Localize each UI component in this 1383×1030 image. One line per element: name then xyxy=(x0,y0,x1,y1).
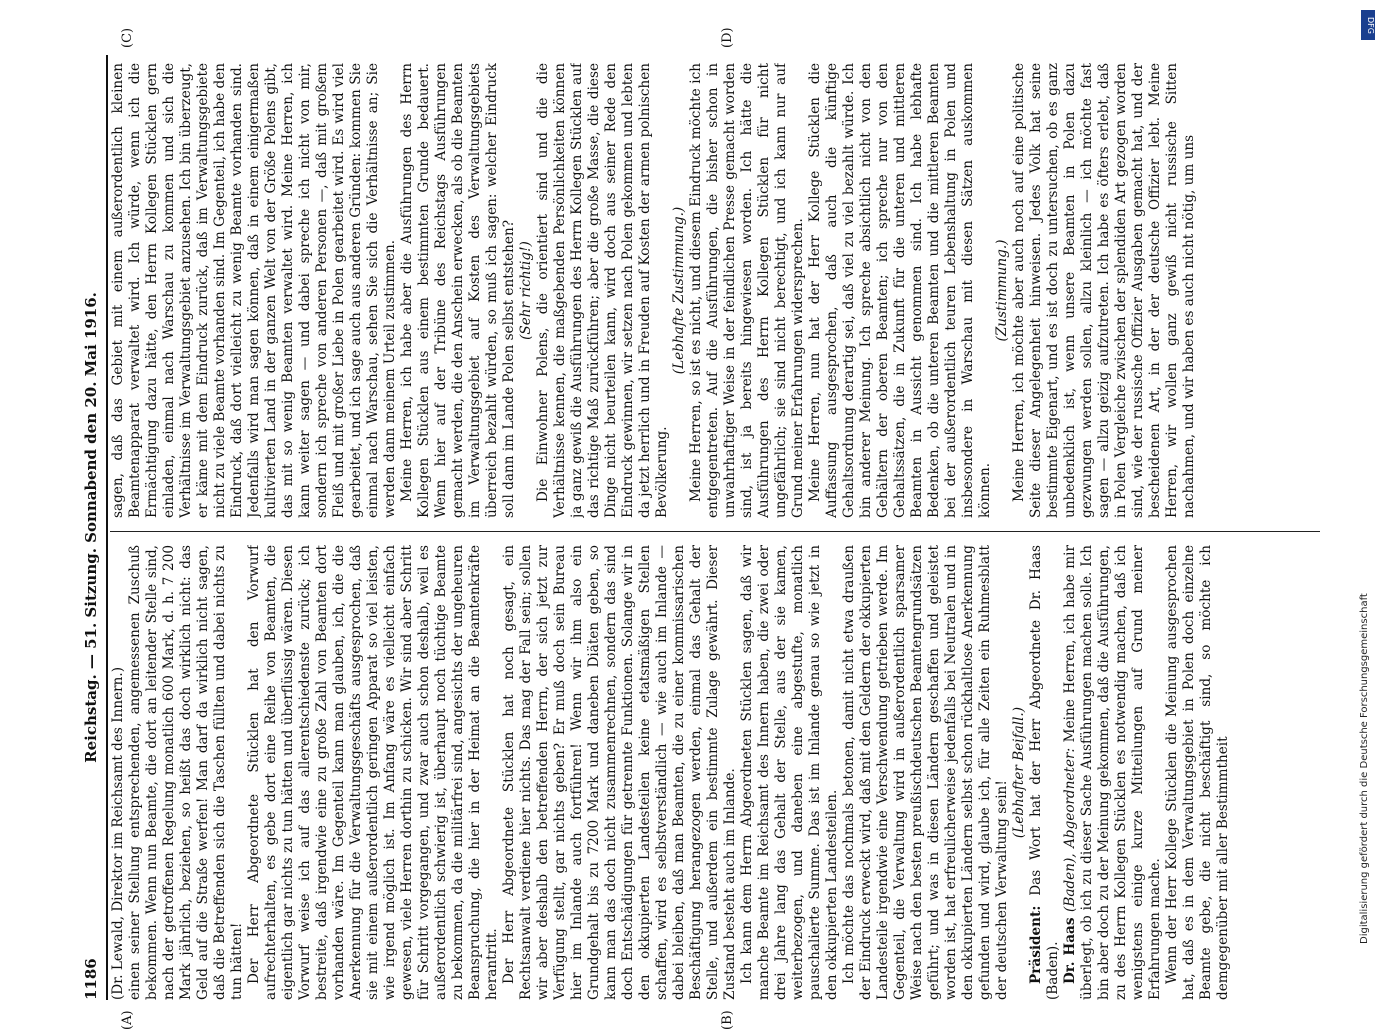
paragraph: sagen, daß das Gebiet mit einem außerordentlich kleinen Beamtenapparat verwaltet wird. Ich würde, wenn ich die Ermächtigung dazu hätte, den Herrn Kollegen Stücklen gern einladen, einmal nach Warschau zu kommen und sich die Verhältnisse im Verwaltungsgebiet anzusehen. Ich bin überzeugt, er käme mit dem Eindruck zurück, daß im Verwaltungsgebiete nicht zu viele Beamte vorhanden sind. Im Gegenteil, ich habe den Eindruck, daß dort vielleicht zu wenig Beamte vorhanden sind. Jedenfalls wird man sagen können, daß in einem einigermaßen kultivierten Land in der ganzen Welt von der Größe Polens gibt, das mit so wenig Beamten verwaltet wird. Meine Herren, ich kann weiter sagen — und dabei spreche ich nicht von mir, sondern ich spreche von anderen Personen —, daß mit großem Fleiß und mit großer Liebe in Polen gearbeitet wird. Es wird viel gearbeitet, und ich sage auch aus anderen Gründen: kommen Sie einmal nach Warschau, sehen Sie sich die Verhältnisse an; Sie werden dann meinem Urteil zustimmen. xyxy=(110,63,398,518)
paragraph: Meine Herren, so ist es nicht, und diesem Eindruck möchte ich entgegentreten. Auf die Ausführungen, die bisher schon in unwahrhaftiger Weise in der feindlichen Presse gemacht worden sind, ist ja bereits hingewiesen worden. Ich hätte die Ausführungen des Herrn Kollegen Stücklen für nicht ungefährlich; sie sind nicht berechtigt, und ich kann nur auf Grund meiner Erfahrungen widersprechen. xyxy=(688,63,806,518)
paragraph: Meine Herren, ich habe aber die Ausführungen des Herrn Kollegen Stücklen aus einem bestimmten Grunde bedauert. Wenn hier auf der Tribüne des Reichstags Ausführungen gemacht werden, die den Anschein erwecken, als ob die Beamten im Verwaltungsgebiet auf Kosten des Verwaltungsgebiets überreich bezahlt würden, so muß ich sagen: welcher Eindruck soll dann im Lande Polen selbst entstehen? xyxy=(399,63,517,518)
president-label: Präsident: xyxy=(1028,905,1044,984)
speaker-name: Dr. Haas xyxy=(1062,917,1078,984)
paragraph: Die Einwohner Polens, die orientiert sind und die die Verhältnisse kennen, die maßgebenden Persönlichkeiten können ja ganz gewiß die Ausführungen des Herrn Kollegen Stücklen auf das richtige Maß zurückführen; aber die große Masse, die diese Dinge nicht beurteilen kann, wird doch aus seiner Rede den Eindruck gewinnen, wir setzen nach Polen gekommen und lebten da jetzt herrlich und in Freuden auf Kosten der armen polnischen Bevölkerung. xyxy=(535,63,670,518)
header-rule xyxy=(106,55,108,1000)
interjection: (Sehr richtig!) xyxy=(518,241,534,340)
page-header xyxy=(82,55,106,1000)
margin-marker-b: (B) xyxy=(720,1010,735,1030)
paragraph: einen seiner Stellung entsprechenden, angemessenen Zuschuß bekommen. Wenn nun Beamte, die dort an leitender Stelle sind, nach der getroffenen Regelung monatlich 600 Mark, d. h. 7 200 Mark jährlich, beziehen, so heißt das doch wirklich nicht: das Geld auf die Straße werfen! Man darf da wirklich nicht sagen, daß die Betreffenden sich die Taschen füllten und dabei nichts zu tun hätten! xyxy=(127,545,245,1000)
margin-marker-c: (C) xyxy=(120,27,135,48)
interjection: (Lebhafte Zustimmung.) xyxy=(671,206,687,375)
paragraph: Ich kann dem Herrn Abgeordneten Stücklen sagen, daß wir manche Beamte im Reichsamt des Innern haben, die zwei oder drei Jahre lang das Gehalt der Stelle, aus der sie kamen, weiterbezogen, und daneben eine abgestufte, monatlich pauschalierte Summe. Das ist im Inlande genau so wie jetzt in den okkupierten Landesteilen. xyxy=(739,545,840,1000)
speaker-role: (Baden), Abgeordneter: xyxy=(1062,747,1078,912)
president-statement xyxy=(1028,545,1062,1000)
page-number: 1186 xyxy=(82,958,100,1000)
page-title: Reichstag. — 51. Sitzung. Sonnabend den 20. Mai 1916. xyxy=(82,292,100,763)
rotated-newspaper-page xyxy=(80,27,1330,1030)
paragraph: Meine Herren, ich möchte aber auch noch auf eine politische Seite dieser Angelegenheit hinweisen. Jedes Volk hat seine bestimmte Eigenart, und es ist doch zu untersuchen, ob es ganz unbedenklich ist, wenn unsere Beamten in Polen dazu gezwungen werden sollen, allzu kleinlich — ich möchte fast sagen — allzu geizig aufzutreten. Ich habe es öfters erlebt, daß in Polen Vergleiche zwischen der splendiden Art gezogen worden sind, wie der russische Offizier Ausgaben gemacht hat, und der bescheidenen Art, in der der deutsche Offizier lebt. Meine Herren, wir wollen ganz gewiß nicht russische Sitten nachahmen, und wir haben es auch nicht nötig, um uns xyxy=(1011,63,1197,518)
paragraph: Der Herr Abgeordnete Stücklen hat noch gesagt, ein Rechtsanwalt verdiene hier nichts. Das mag der Fall sein; sollen wir aber deshalb den betreffenden Herrn, der sich jetzt zur Verfügung stellt, gar nichts geben? Er muß doch sein Bureau hier im Inlande auch fortführen! Wenn wir ihm also ein Grundgehalt bis zu 7200 Mark und daneben Diäten geben, so kann man das doch nicht zusammenrechnen, sondern das sind doch Entschädigungen für getrennte Funktionen. Solange wir in den okkupierten Landesteilen keine etatsmäßigen Stellen schaffen, wird es selbstverständlich — wie auch im Inlande — dabei bleiben, daß man Beamten, die zu einer kommissarischen Beschäftigung herangezogen werden, einmal das Gehalt der Stelle, und außerdem ein bestimmte Zulage gewährt. Dieser Zustand besteht auch im Inlande. xyxy=(501,545,738,1000)
paragraph: Meine Herren, nun hat der Herr Kollege Stücklen die Auffassung ausgesprochen, daß auch die künftige Gehaltsordnung derartig sei, daß viel zu viel bezahlt würde. Ich bin anderer Meinung. Ich spreche absichtlich nicht von den Gehältern der oberen Beamten; ich spreche nur von den Gehaltssätzen, die in Zukunft für die unteren und mittleren Beamten in Aussicht genommen sind. Ich habe lebhafte Bedenken, ob die unteren Beamten und die mittleren Beamten bei der außerordentlich teuren Lebenshaltung in Polen und insbesondere in Warschau mit diesen Sätzen auskommen können. xyxy=(807,63,993,518)
speaker-statement xyxy=(1062,545,1164,1000)
paragraph: Wenn der Herr Kollege Stücklen die Meinung ausgesprochen hat, daß es in dem Verwaltungsgebiet in Polen doch einzelne Beamte gebe, die nicht beschäftigt sind, so möchte ich demgegenüber mit aller Bestimmtheit xyxy=(1164,545,1231,1000)
paragraph: Der Herr Abgeordnete Stücklen hat den Vorwurf aufrechterhalten, es gebe dort eine Reihe von Beamten, die eigentlich gar nichts zu tun hätten und überflüssig wären. Diesen Vorwurf weise ich auf das allerentschiedenste zurück; ich bestreite, daß irgendwie eine zu große Zahl von Beamten dort vorhanden wäre. Im Gegenteil kann man glauben, ich, die die Anerkennung für die Verwaltungsgeschäfts ausgesprochen, daß sie mit einem außerordentlich geringen Apparat so viel leisten, wie irgend möglich ist. Im Anfang wäre es vielleicht einfach gewesen, viele Herren dorthin zu schicken. Wir sind aber Schritt für Schritt vorgegangen, und zwar auch schon deshalb, weil es außerordentlich schwierig ist, überhaupt noch tüchtige Beamte zu bekommen, da die militärfrei sind, angesichts der ungeheuren Beanspruchung, die hier in der Heimat an die Beamtenkräfte herantritt. xyxy=(246,545,500,1000)
digitization-credit: Digitalisierung gefördert durch die Deutsche Forschungsgemeinschaft xyxy=(1359,593,1370,944)
left-column xyxy=(110,545,1320,1000)
speaker-note: (Dr. Lewald, Direktor im Reichsamt des Innern.) xyxy=(110,667,126,1000)
president-text: Das Wort hat der Herr Abgeordnete Dr. Haas (Baden). xyxy=(1028,545,1061,1000)
margin-marker-d: (D) xyxy=(720,27,735,48)
interjection: (Zustimmung.) xyxy=(994,239,1010,342)
column-divider xyxy=(110,531,1320,532)
dfg-logo: DFG xyxy=(1361,10,1375,40)
right-column xyxy=(110,63,1320,518)
speaker-text: Meine Herren, ich habe mir überlegt, ob ich zu dieser Sache Ausführungen machen solle. Ich bin aber doch zu der Meinung gekommen, daß die Ausführungen, zu des Herrn Kollegen Stücklen es notwendig machen, daß ich wenigstens einige kurze Mitteilungen auf Grund meiner Erfahrungen mache. xyxy=(1062,545,1163,1000)
applause-note: (Lebhafter Beifall.) xyxy=(1011,706,1027,839)
margin-marker-a: (A) xyxy=(120,1010,135,1030)
paragraph: Ich möchte das nochmals betonen, damit nicht etwa draußen der Eindruck erweckt wird, daß mit den Geldern der okkupierten Landesteile irgendwie eine Verschwendung getrieben werde. Im Gegenteil, die Verwaltung wird in außerordentlich sparsamer Weise nach den besten preußischdeutschen Beamtengrundsätzen geführt; und was in diesen Ländern geschaffen und geleistet worden ist, hat erfreulicherweise jedenfalls bei Neutralen und in den okkupierten Ländern selbst schon rückhaltlose Anerkennung gefunden und wird, glaube ich, für alle Zeiten ein Ruhmesblatt der deutschen Verwaltung sein! xyxy=(841,545,1010,1000)
